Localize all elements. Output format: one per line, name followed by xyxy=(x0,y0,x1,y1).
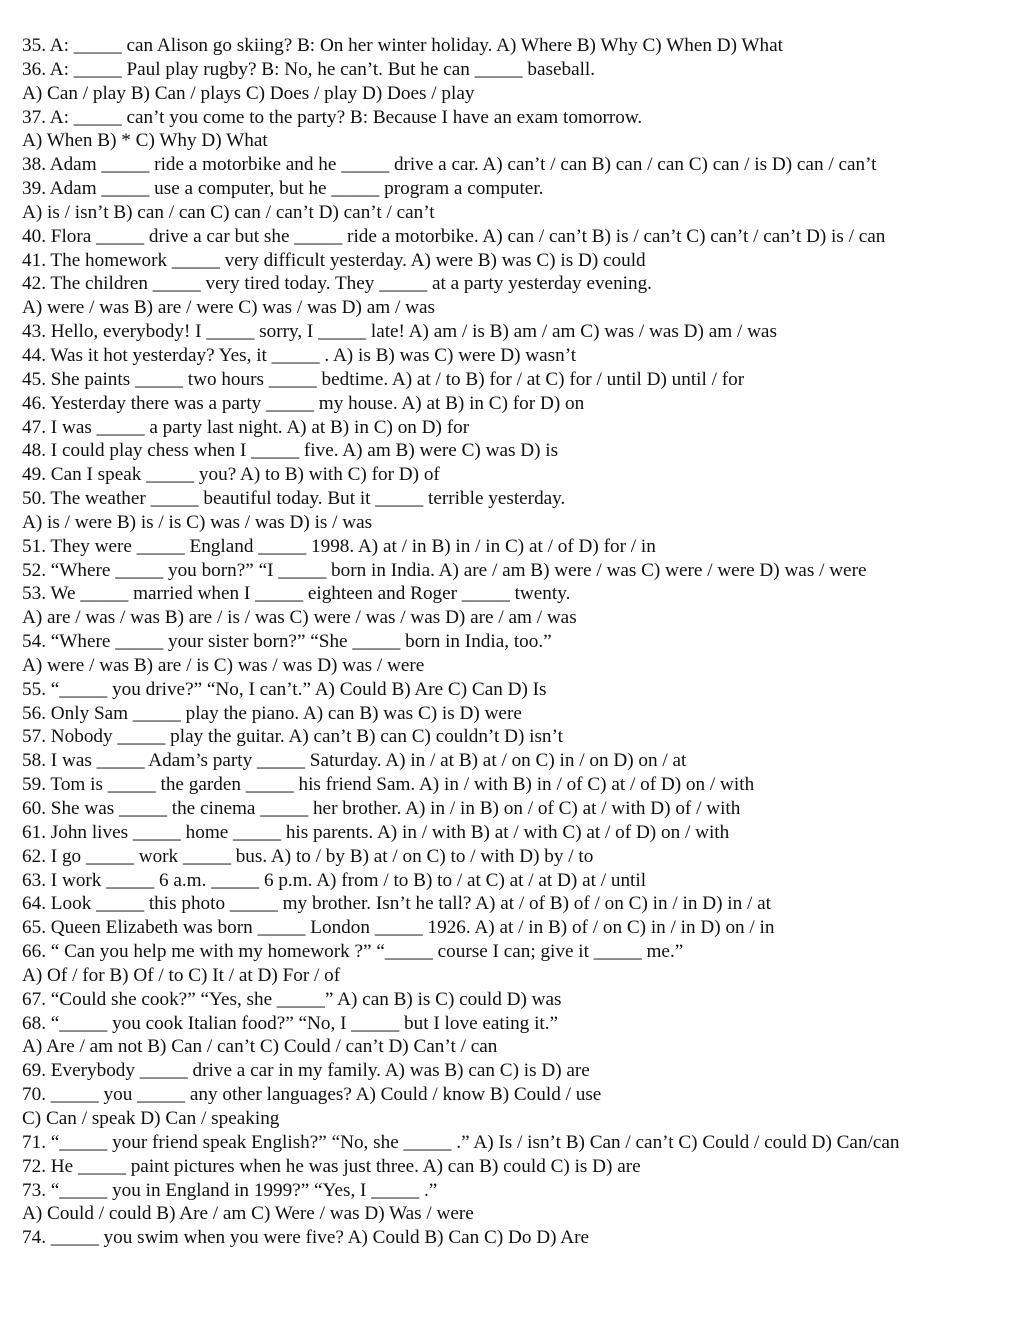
question-39-options: A) is / isn’t B) can / can C) can / can’t D) can’t / can’t xyxy=(22,201,435,223)
question-53: 53. We _____ married when I _____ eighteen and Roger _____ twenty. xyxy=(22,583,571,605)
question-35: 35. A: _____ can Alison go skiing? B: On her winter holiday. A) Where B) Why C) When D) What xyxy=(22,35,783,56)
question-58: 58. I was _____ Adam’s party _____ Saturday. A) in / at B) at / on C) in / on D) on / at xyxy=(22,750,687,772)
question-65: 65. Queen Elizabeth was born _____ London _____ 1926. A) at / in B) of / on C) in / in D) on / in xyxy=(22,917,775,939)
question-68-options: A) Are / am not B) Can / can’t C) Could / can’t D) Can’t / can xyxy=(22,1036,498,1058)
question-68: 68. “_____ you cook Italian food?” “No, I _____ but I love eating it.” xyxy=(22,1012,559,1034)
question-49: 49. Can I speak _____ you? A) to B) with C) for D) of xyxy=(22,464,440,486)
question-50: 50. The weather _____ beautiful today. But it _____ terrible yesterday. xyxy=(22,488,566,510)
question-60: 60. She was _____ the cinema _____ her brother. A) in / in B) on / of C) at / with D) of / with xyxy=(22,798,741,819)
question-72: 72. He _____ paint pictures when he was just three. A) can B) could C) is D) are xyxy=(22,1155,641,1177)
question-38: 38. Adam _____ ride a motorbike and he _____ drive a car. A) can’t / can B) can / can C) can / is D) can / can’t xyxy=(22,154,877,176)
question-59: 59. Tom is _____ the garden _____ his friend Sam. A) in / with B) in / of C) at / of D) on / with xyxy=(22,774,755,796)
question-51: 51. They were _____ England _____ 1998. A) at / in B) in / in C) at / of D) for / in xyxy=(22,535,656,557)
question-73: 73. “_____ you in England in 1999?” “Yes, I _____ .” xyxy=(22,1179,438,1201)
question-54-options: A) were / was B) are / is C) was / was D) was / were xyxy=(22,654,425,676)
question-36: 36. A: _____ Paul play rugby? B: No, he can’t. But he can _____ baseball. xyxy=(22,58,596,80)
question-63: 63. I work _____ 6 a.m. _____ 6 p.m. A) from / to B) to / at C) at / at D) at / until xyxy=(22,869,647,891)
question-48: 48. I could play chess when I _____ five. A) am B) were C) was D) is xyxy=(22,440,559,462)
question-69: 69. Everybody _____ drive a car in my family. A) was B) can C) is D) are xyxy=(22,1060,590,1082)
question-43: 43. Hello, everybody! I _____ sorry, I _____ late! A) am / is B) am / am C) was / was D) am / was xyxy=(22,321,777,343)
question-74: 74. _____ you swim when you were five? A) Could B) Can C) Do D) Are xyxy=(22,1227,590,1249)
question-37-options: A) When B) * C) Why D) What xyxy=(22,130,268,152)
question-53-options: A) are / was / was B) are / is / was C) were / was / was D) are / am / was xyxy=(22,607,577,629)
question-70: 70. _____ you _____ any other languages? A) Could / know B) Could / use xyxy=(22,1084,602,1106)
question-54: 54. “Where _____ your sister born?” “She _____ born in India, too.” xyxy=(22,631,552,653)
question-37: 37. A: _____ can’t you come to the party? B: Because I have an exam tomorrow. xyxy=(22,106,643,128)
question-47: 47. I was _____ a party last night. A) at B) in C) on D) for xyxy=(22,416,470,438)
question-70-options: C) Can / speak D) Can / speaking xyxy=(22,1107,280,1129)
question-56: 56. Only Sam _____ play the piano. A) can B) was C) is D) were xyxy=(22,702,522,724)
question-52: 52. “Where _____ you born?” “I _____ born in India. A) are / am B) were / was C) were / were D) was / were xyxy=(22,559,867,581)
question-55: 55. “_____ you drive?” “No, I can’t.” A) Could B) Are C) Can D) Is xyxy=(22,678,547,700)
question-66: 66. “ Can you help me with my homework ?” “_____ course I can; give it _____ me.” xyxy=(22,941,684,963)
question-57: 57. Nobody _____ play the guitar. A) can’t B) can C) couldn’t D) isn’t xyxy=(22,726,563,748)
question-64: 64. Look _____ this photo _____ my brother. Isn’t he tall? A) at / of B) of / on C) in / in D) in / at xyxy=(22,893,771,915)
question-42: 42. The children _____ very tired today. They _____ at a party yesterday evening. xyxy=(22,273,652,295)
question-50-options: A) is / were B) is / is C) was / was D) is / was xyxy=(22,511,373,533)
question-62: 62. I go _____ work _____ bus. A) to / by B) at / on C) to / with D) by / to xyxy=(22,845,594,867)
question-44: 44. Was it hot yesterday? Yes, it _____ . A) is B) was C) were D) wasn’t xyxy=(22,344,577,366)
question-36-options: A) Can / play B) Can / plays C) Does / play D) Does / play xyxy=(22,82,475,104)
question-41: 41. The homework _____ very difficult yesterday. A) were B) was C) is D) could xyxy=(22,249,646,271)
question-67: 67. “Could she cook?” “Yes, she _____” A) can B) is C) could D) was xyxy=(22,988,562,1010)
question-40: 40. Flora _____ drive a car but she _____ ride a motorbike. A) can / can’t B) is / can’t C) can’t / can’t D) is / can xyxy=(22,225,886,247)
question-42-options: A) were / was B) are / were C) was / was D) am / was xyxy=(22,297,435,319)
question-45: 45. She paints _____ two hours _____ bedtime. A) at / to B) for / at C) for / until D) until / for xyxy=(22,368,745,390)
worksheet xyxy=(22,34,1007,1250)
question-61: 61. John lives _____ home _____ his parents. A) in / with B) at / with C) at / of D) on / with xyxy=(22,821,730,843)
question-39: 39. Adam _____ use a computer, but he _____ program a computer. xyxy=(22,178,544,200)
question-71: 71. “_____ your friend speak English?” “No, she _____ .” A) Is / isn’t B) Can / can’t C) Could / could D) Can/can xyxy=(22,1131,900,1153)
question-73-options: A) Could / could B) Are / am C) Were / was D) Was / were xyxy=(22,1203,474,1225)
question-66-options: A) Of / for B) Of / to C) It / at D) For / of xyxy=(22,964,341,986)
question-46: 46. Yesterday there was a party _____ my house. A) at B) in C) for D) on xyxy=(22,392,585,414)
